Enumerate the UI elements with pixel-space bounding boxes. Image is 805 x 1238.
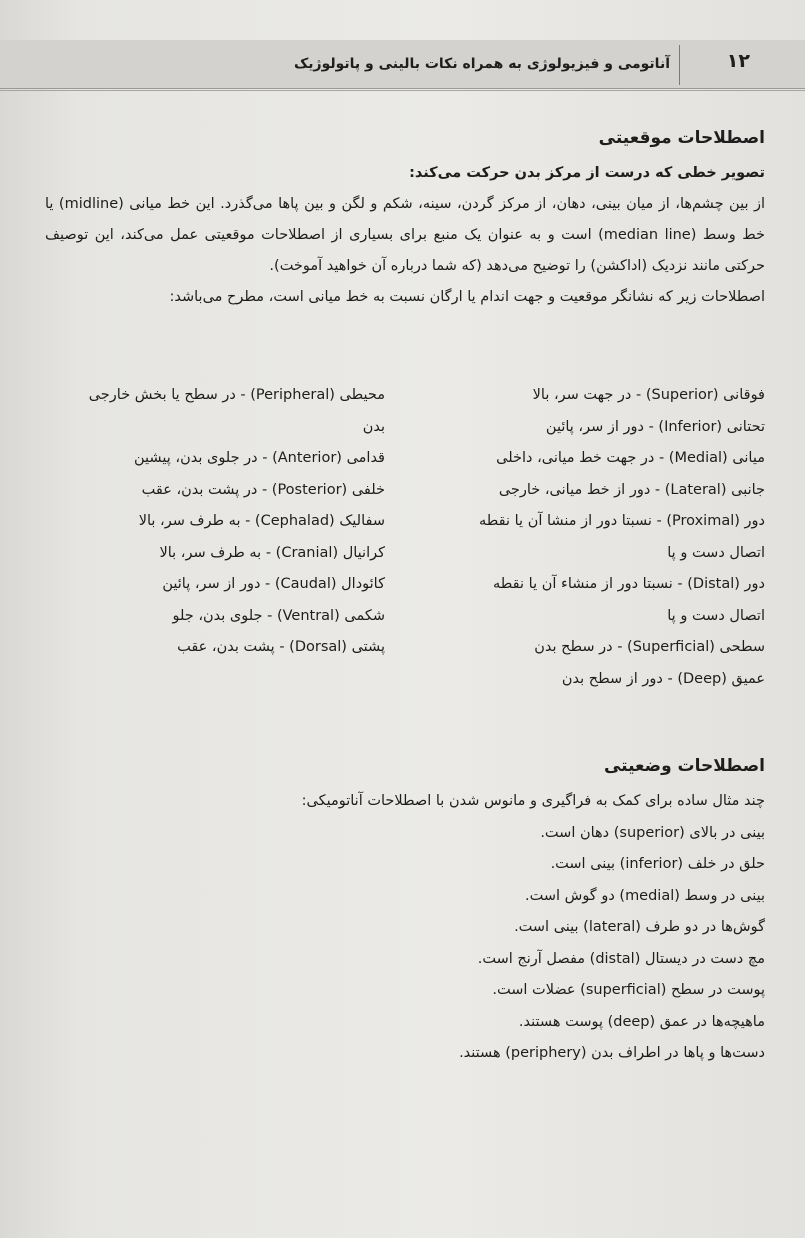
list-item: محیطی (Peripheral) - در سطح یا بخش خارجی <box>88 387 385 403</box>
list-item: پوست در سطح (superficial) عضلات است. <box>492 982 765 998</box>
section-body: از بین چشم‌ها، از میان بینی، دهان، از مرکز گردن، سینه، شکم و لگن و بین پاها می‌گذرد. این خط میانی (midline) یا خط وسط (median line) است و به عنوان یک منبع برای بسیاری از اصطلاحات موقعیتی عمل می‌کند، این توصیف حرکتی مانند نزدیک (اداکشن) را توضیح می‌دهد (که شما درباره آن خواهید آموخت). <box>45 196 765 274</box>
postural-examples <box>45 786 765 1070</box>
list-item: ماهیچه‌ها در عمق (deep) پوست هستند. <box>518 1013 765 1030</box>
list-item: بدن <box>362 418 385 435</box>
terms-column-right <box>395 380 765 695</box>
list-item: گوش‌ها در دو طرف (lateral) بینی است. <box>514 919 765 935</box>
list-item: مچ دست در دیستال (distal) مفصل آرنج است. <box>477 950 765 967</box>
section-lead: تصویر خطی که درست از مرکز بدن حرکت می‌کند: <box>409 165 765 181</box>
section-lead: چند مثال ساده برای کمک به فراگیری و مانوس شدن با اصطلاحات آناتومیکی: <box>301 793 765 809</box>
list-item: بینی در بالای (superior) دهان است. <box>540 824 765 841</box>
list-item: شکمی (Ventral) - جلوی بدن، جلو <box>172 607 385 624</box>
list-item: سفالیک (Cephalad) - به طرف سر، بالا <box>138 513 385 529</box>
section-positional-text <box>45 158 765 313</box>
list-item: اتصال دست و پا <box>667 544 765 561</box>
list-item: دور (Distal) - نسبتا دور از منشاء آن یا نقطه <box>493 576 765 592</box>
list-item: فوقانی (Superior) - در جهت سر، بالا <box>532 387 765 403</box>
list-item: حلق در خلف (inferior) بینی است. <box>550 856 765 872</box>
section-title-postural: اصطلاحات وضعیتی <box>603 756 765 776</box>
list-item: پشتی (Dorsal) - پشت بدن، عقب <box>177 639 385 655</box>
section-title-positional: اصطلاحات موقعیتی <box>598 128 765 148</box>
running-title: آناتومی و فیزیولوژی به همراه نکات بالینی و پاتولوژیک <box>293 56 670 72</box>
page-number: ۱۲ <box>726 50 750 72</box>
list-item: میانی (Medial) - در جهت خط میانی، داخلی <box>496 450 765 466</box>
list-item: جانبی (Lateral) - دور از خط میانی، خارجی <box>498 481 765 498</box>
list-item: کائودال (Caudal) - دور از سر، پائین <box>162 576 385 592</box>
list-item: خلفی (Posterior) - در پشت بدن، عقب <box>141 481 385 498</box>
header-rule <box>0 90 805 91</box>
list-item: اتصال دست و پا <box>667 607 765 624</box>
list-item: بینی در وسط (medial) دو گوش است. <box>524 887 765 904</box>
list-item: کرانیال (Cranial) - به طرف سر، بالا <box>159 544 385 561</box>
list-item: عمیق (Deep) - دور از سطح بدن <box>561 670 765 687</box>
list-item: دست‌ها و پاها در اطراف بدن (periphery) هستند. <box>459 1045 765 1061</box>
terms-column-left <box>20 380 385 664</box>
list-item: سطحی (Superficial) - در سطح بدن <box>534 639 765 655</box>
list-item: تحتانی (Inferior) - دور از سر، پائین <box>545 418 765 435</box>
list-item: قدامی (Anterior) - در جلوی بدن، پیشین <box>134 450 385 466</box>
section-intro: اصطلاحات زیر که نشانگر موقعیت و جهت اندام یا ارگان نسبت به خط میانی است، مطرح می‌باشد: <box>169 289 765 305</box>
list-item: دور (Proximal) - نسبتا دور از منشا آن یا نقطه <box>478 513 765 529</box>
header-divider <box>679 45 680 85</box>
